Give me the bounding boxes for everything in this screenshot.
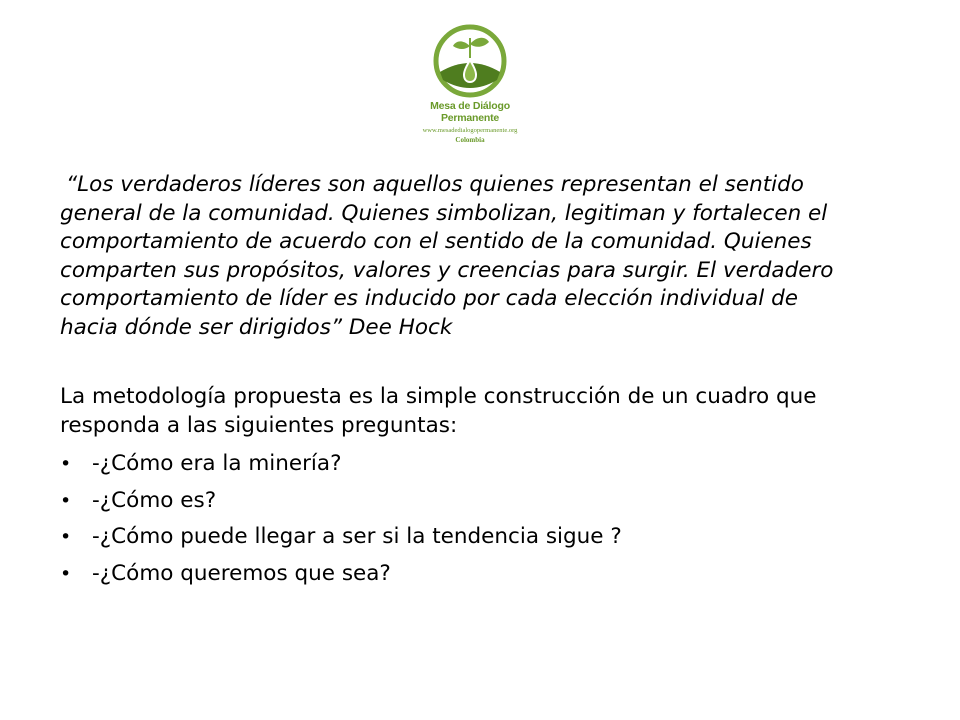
logo-country: Colombia <box>455 136 485 144</box>
quote-line: comportamiento de acuerdo con el sentido de la comunidad. Quienes <box>60 229 812 254</box>
bullet-icon: • <box>60 453 72 475</box>
methodology-intro <box>60 383 920 440</box>
intro-line: responda a las siguientes preguntas: <box>60 412 458 438</box>
bullet-icon: • <box>60 526 72 548</box>
list-item <box>60 523 920 560</box>
intro-line: La metodología propuesta es la simple construcción de un cuadro que <box>60 384 817 409</box>
question-list <box>60 450 920 596</box>
list-item <box>60 450 920 487</box>
quote-line: comparten sus propósitos, valores y creencias para surgir. El verdadero <box>60 257 834 283</box>
logo-emblem-icon <box>431 24 509 98</box>
quote-line: general de la comunidad. Quienes simbolizan, legitiman y fortalecen el <box>60 200 828 226</box>
quote-line: “Los verdaderos líderes son aquellos quienes representan el sentido <box>66 172 804 197</box>
list-item-text: -¿Cómo puede llegar a ser si la tendencia sigue ? <box>92 524 622 549</box>
list-item-text: -¿Cómo era la minería? <box>92 451 342 476</box>
quote-line: hacia dónde ser dirigidos” Dee Hock <box>60 314 453 340</box>
logo <box>404 24 536 144</box>
list-item <box>60 560 920 597</box>
list-item <box>60 487 920 524</box>
quote-line: comportamiento de líder es inducido por cada elección individual de <box>60 286 798 311</box>
logo-title: Mesa de Diálogo Permanente <box>430 100 510 124</box>
logo-url: www.mesadedialogopermanente.org <box>422 127 518 134</box>
list-item-text: -¿Cómo queremos que sea? <box>92 560 391 586</box>
bullet-icon: • <box>60 562 72 585</box>
list-item-text: -¿Cómo es? <box>92 487 217 513</box>
leadership-quote <box>60 171 920 342</box>
bullet-icon: • <box>60 489 72 512</box>
